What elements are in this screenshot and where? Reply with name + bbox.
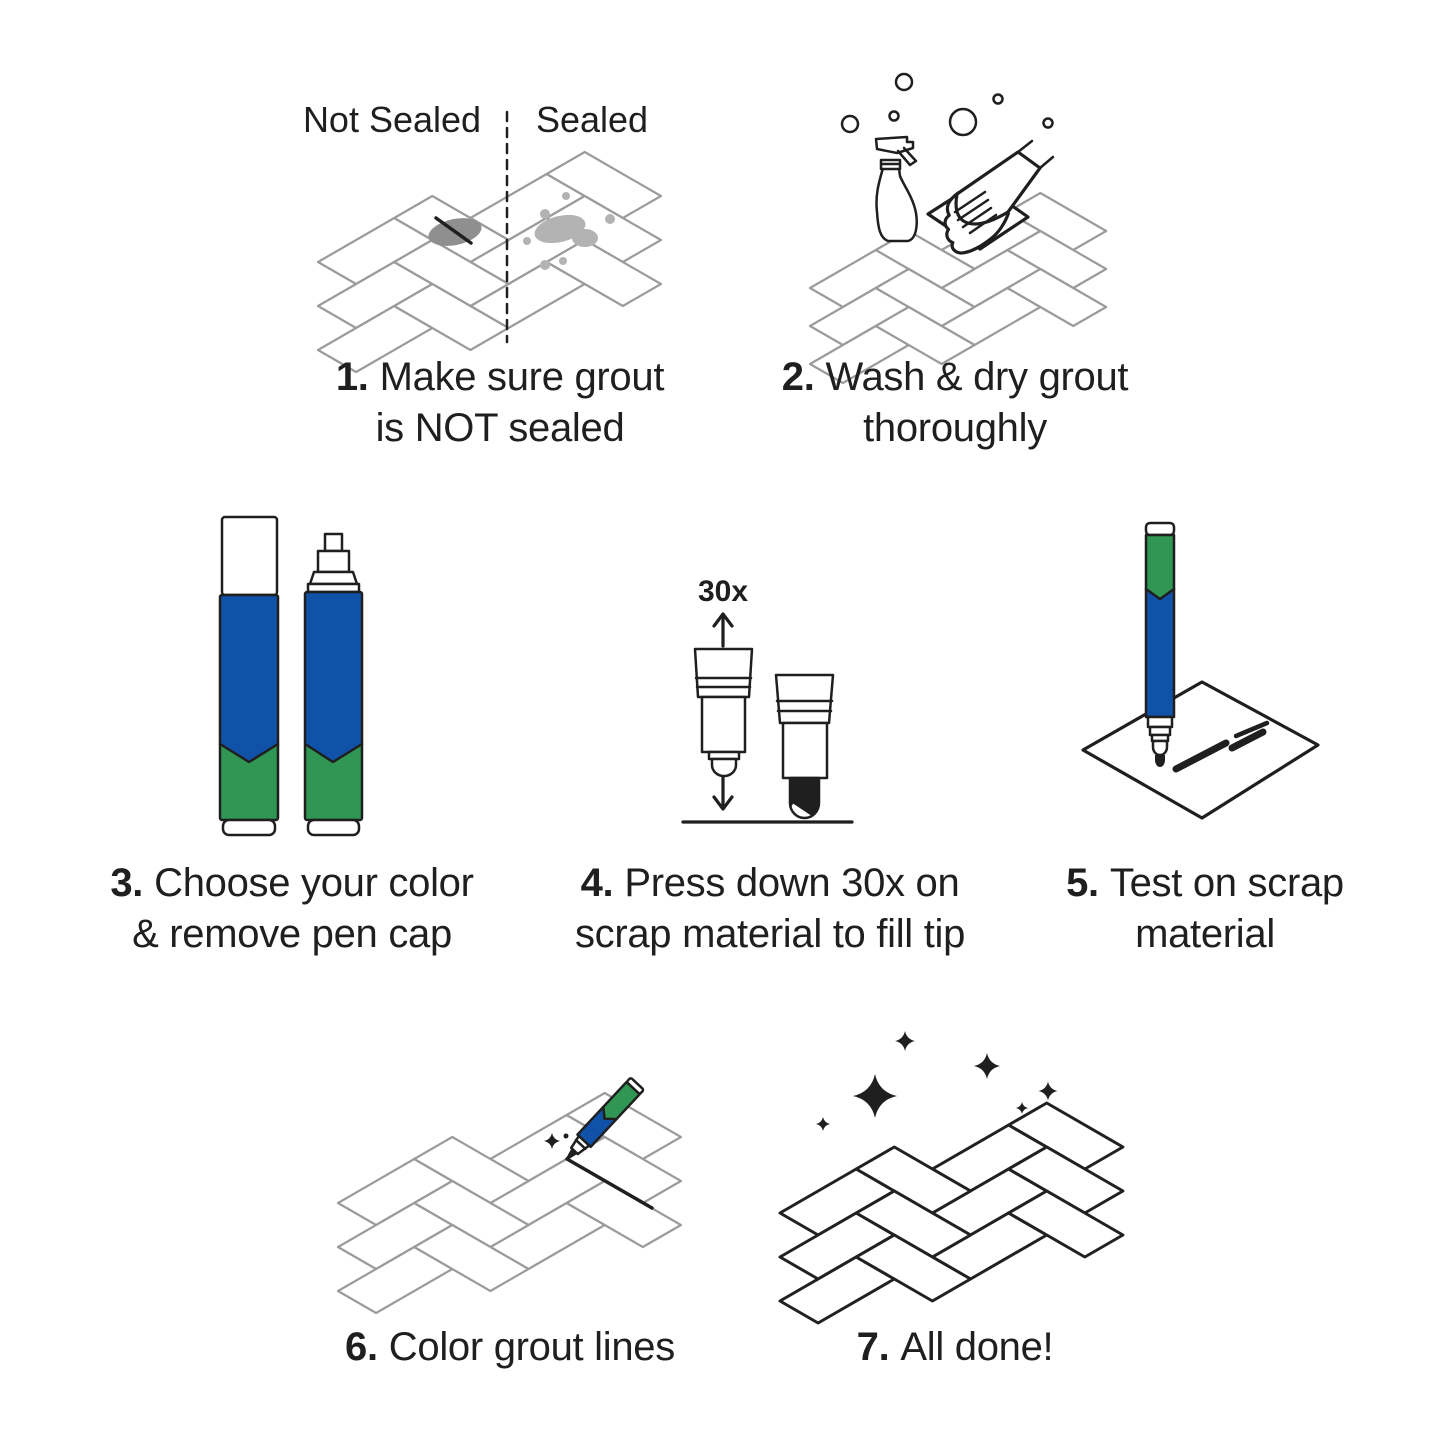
caption-line: thoroughly — [863, 406, 1047, 450]
sparkle-dot — [564, 1134, 569, 1139]
step-2-illustration — [810, 74, 1106, 383]
step-5-caption — [975, 858, 1435, 960]
step-6-caption — [280, 1322, 740, 1373]
pen-tip-raised — [695, 649, 752, 776]
tile-pattern-coloring — [338, 1093, 681, 1313]
step-1-illustration — [303, 99, 661, 372]
step-4-illustration — [683, 575, 852, 822]
tile-pattern-stained — [318, 152, 661, 372]
step-7-caption — [725, 1322, 1185, 1373]
step-2-caption — [725, 352, 1185, 454]
up-arrow-icon — [714, 614, 732, 646]
caption-line: scrap material to fill tip — [574, 912, 966, 956]
caption-line: 2. Wash & dry grout — [781, 355, 1129, 399]
caption-line: 1. Make sure grout — [335, 355, 665, 399]
step-5-illustration — [1083, 523, 1318, 818]
pen-uncapped — [305, 534, 362, 835]
step-3-caption — [62, 858, 522, 960]
step-1-caption — [270, 352, 730, 454]
caption-line: & remove pen cap — [132, 912, 452, 956]
label-not-sealed: Not Sealed — [302, 99, 482, 140]
caption-line: material — [1135, 912, 1275, 956]
step-6-illustration — [338, 1078, 681, 1313]
caption-line: 4. Press down 30x on — [580, 861, 960, 905]
bubbles-icon — [842, 74, 1053, 135]
caption-line: 5. Test on scrap — [1066, 861, 1344, 905]
step-3-illustration — [220, 517, 362, 835]
caption-line: is NOT sealed — [375, 406, 625, 450]
down-arrow-icon — [714, 777, 732, 809]
pen-capped — [220, 517, 278, 835]
caption-line: 7. All done! — [856, 1325, 1054, 1369]
step-7-illustration — [780, 1031, 1123, 1323]
caption-line: 3. Choose your color — [110, 861, 474, 905]
tile-pattern-clean — [780, 1103, 1123, 1323]
scrap-paper-icon — [1083, 682, 1318, 818]
caption-line: 6. Color grout lines — [345, 1325, 675, 1369]
spray-bottle-icon — [876, 137, 917, 241]
step-4-caption — [540, 858, 1000, 960]
pen-testing — [1146, 523, 1174, 767]
pen-tip-pressed — [776, 675, 833, 821]
press-count-label: 30x — [697, 575, 749, 608]
label-sealed: Sealed — [535, 99, 649, 140]
